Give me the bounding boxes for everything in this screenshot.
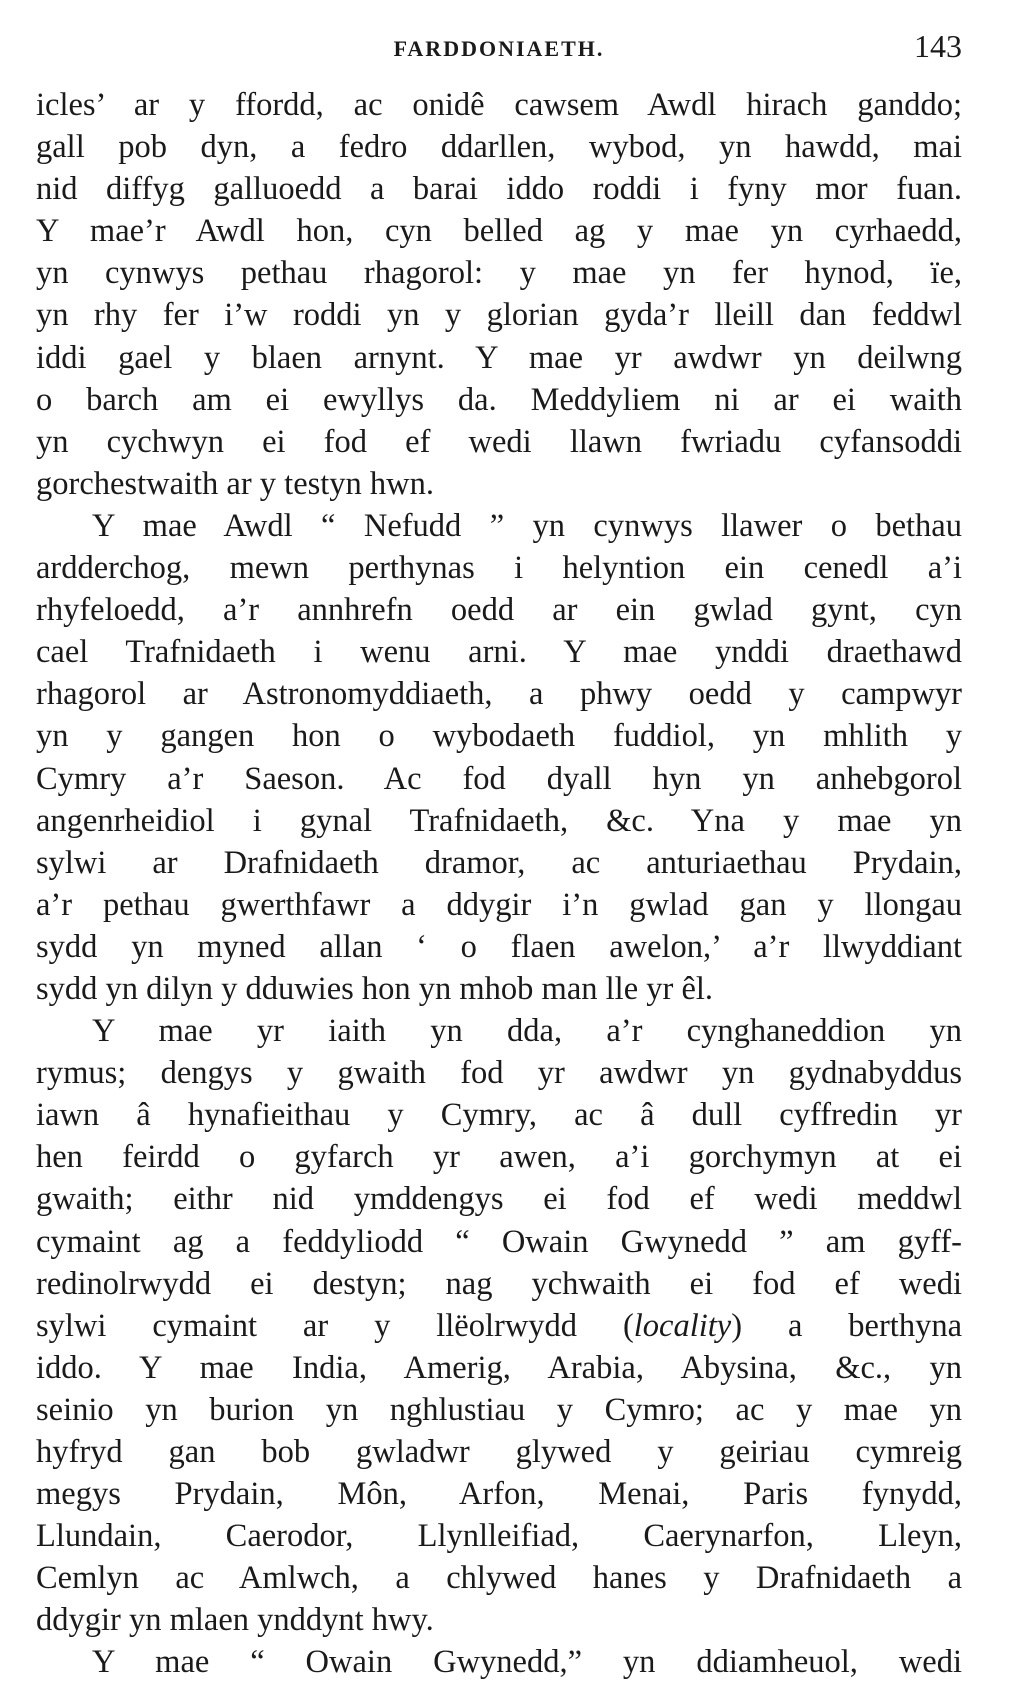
- text-line: hyfryd gan bob gwladwr glywed y geiriau cymreig: [36, 1434, 962, 1470]
- text-line: ardderchog, mewn perthynas i helyntion ein cenedl a’i: [36, 550, 962, 587]
- text-line: o barch am ei ewyllys da. Meddyliem ni ar ei waith: [36, 381, 962, 418]
- running-title: FARDDONIAETH.: [393, 36, 605, 61]
- text-line: gwaith; eithr nid ymddengys ei fod ef wedi meddwl: [36, 1181, 962, 1218]
- text-line: gorchestwaith ar y testyn hwn.: [36, 465, 435, 502]
- text-line: sylwi cymaint ar y llëolrwydd (locality) a berthyna: [36, 1307, 962, 1344]
- text-line: Cymry a’r Saeson. Ac fod dyall hyn yn anhebgorol: [36, 760, 962, 797]
- text-line: redinolrwydd ei destyn; nag ychwaith ei fod ef wedi: [36, 1265, 962, 1302]
- text-line: Llundain, Caerodor, Llynlleifiad, Caerynarfon, Lleyn,: [36, 1518, 962, 1555]
- text-line: rhyfeloedd, a’r annhrefn oedd ar ein gwlad gynt, cyn: [36, 592, 962, 629]
- running-head: [36, 28, 962, 68]
- text-line: iddo. Y mae India, Amerig, Arabia, Abysina, &c., yn: [36, 1349, 962, 1386]
- text-line: cymaint ag a feddyliodd “ Owain Gwynedd ” am gyff-: [36, 1223, 962, 1260]
- text-line: ddygir yn mlaen ynddynt hwy.: [36, 1602, 434, 1639]
- text-line: nid diffyg galluoedd a barai iddo roddi i fyny mor fuan.: [36, 171, 962, 208]
- text-line: Y mae Awdl “ Nefudd ” yn cynwys llawer o bethau: [92, 507, 962, 544]
- page-number: 143: [914, 28, 962, 64]
- text-line: Cemlyn ac Amlwch, a chlywed hanes y Drafnidaeth a: [36, 1560, 962, 1597]
- text-line: yn rhy fer i’w roddi yn y glorian gyda’r lleill dan feddwl: [36, 297, 962, 334]
- text-line: iawn â hynafieithau y Cymry, ac â dull cyffredin yr: [36, 1097, 962, 1134]
- text-line: yn y gangen hon o wybodaeth fuddiol, yn mhlith y: [36, 718, 962, 755]
- text-line: gall pob dyn, a fedro ddarllen, wybod, yn hawdd, mai: [36, 129, 962, 166]
- text-line: cael Trafnidaeth i wenu arni. Y mae ynddi draethawd: [36, 634, 962, 671]
- text-line: sydd yn dilyn y dduwies hon yn mhob man lle yr êl.: [36, 970, 714, 1007]
- text-line: yn cychwyn ei fod ef wedi llawn fwriadu cyfansoddi: [36, 423, 962, 460]
- text-line: megys Prydain, Môn, Arfon, Menai, Paris fynydd,: [36, 1476, 962, 1513]
- text-line: a’r pethau gwerthfawr a ddygir i’n gwlad gan y llongau: [36, 886, 962, 923]
- text-line: rymus; dengys y gwaith fod yr awdwr yn gydnabyddus: [36, 1055, 962, 1092]
- text-line: Y mae’r Awdl hon, cyn belled ag y mae yn cyrhaedd,: [36, 213, 962, 250]
- body-text: [36, 84, 962, 1684]
- text-line: sydd yn myned allan ‘ o flaen awelon,’ a’r llwyddiant: [36, 928, 962, 965]
- text-line: iddi gael y blaen arnynt. Y mae yr awdwr yn deilwng: [36, 339, 962, 376]
- text-line: seinio yn burion yn nghlustiau y Cymro; ac y mae yn: [36, 1391, 962, 1428]
- text-line: rhagorol ar Astronomyddiaeth, a phwy oedd y campwyr: [36, 676, 962, 713]
- text-line: angenrheidiol i gynal Trafnidaeth, &c. Yna y mae yn: [36, 802, 962, 839]
- text-line: Y mae “ Owain Gwynedd,” yn ddiamheuol, wedi: [92, 1644, 962, 1681]
- text-line: icles’ ar y ffordd, ac onidê cawsem Awdl hirach ganddo;: [36, 87, 962, 123]
- text-line: Y mae yr iaith yn dda, a’r cynghaneddion yn: [92, 1013, 962, 1050]
- text-line: sylwi ar Drafnidaeth dramor, ac anturiaethau Prydain,: [36, 844, 962, 881]
- text-line: yn cynwys pethau rhagorol: y mae yn fer hynod, ïe,: [36, 255, 962, 292]
- text-line: hen feirdd o gyfarch yr awen, a’i gorchymyn at ei: [36, 1139, 962, 1176]
